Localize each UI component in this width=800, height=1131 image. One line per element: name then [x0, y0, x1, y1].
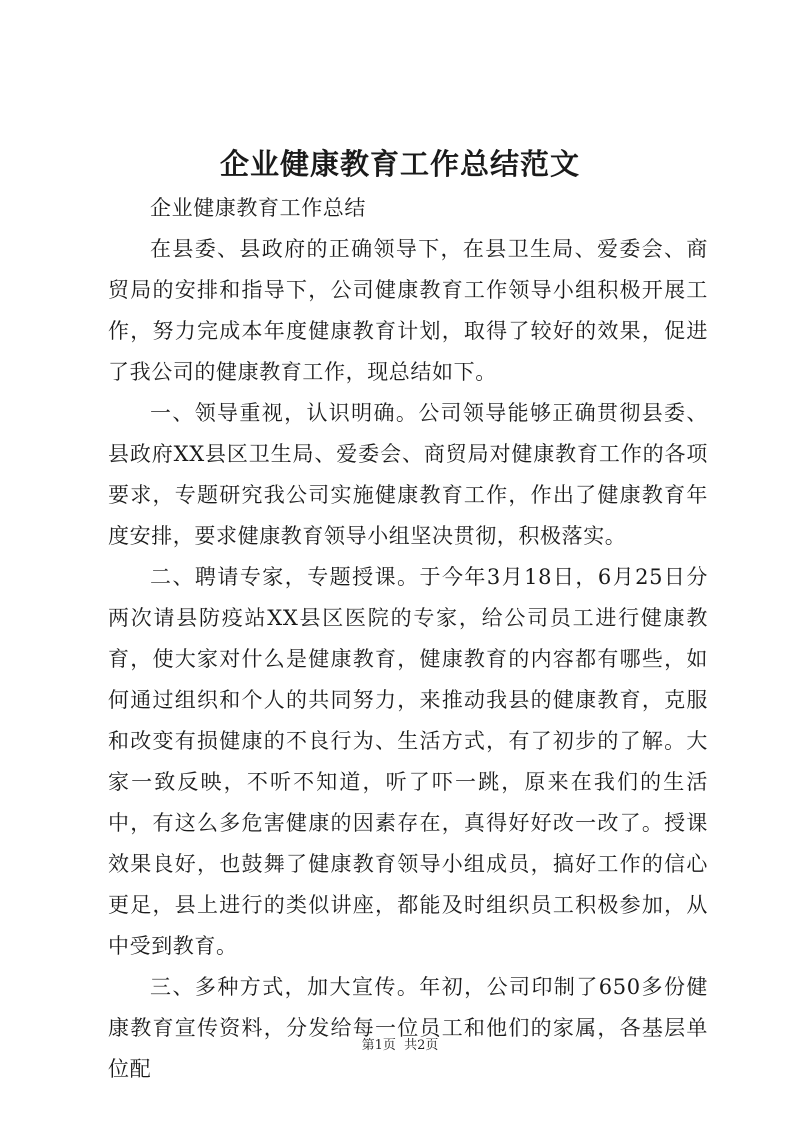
- document-body: [108, 188, 708, 1090]
- subtitle-paragraph: 企业健康教育工作总结: [150, 196, 366, 220]
- section-three-paragraph: 三、多种方式，加大宣传。年初，公司印制了650多份健康教育宣传资料，分发给每一位员工和他们的家属，各基层单位配: [108, 975, 708, 1081]
- intro-paragraph: 在县委、县政府的正确领导下，在县卫生局、爱委会、商贸局的安排和指导下，公司健康教育工作领导小组积极开展工作，努力完成本年度健康教育计划，取得了较好的效果，促进了我公司的健康教育工作，现总结如下。: [108, 237, 708, 384]
- document-title: 企业健康教育工作总结范文: [219, 147, 580, 181]
- page-number: 第1页: [361, 1038, 396, 1053]
- section-two-paragraph: 二、聘请专家，专题授课。于今年3月18日，6月25日分两次请县防疫站XX县区医院的专家，给公司员工进行健康教育，使大家对什么是健康教育，健康教育的内容都有哪些，如何通过组织和个人的共同努力，来推动我县的健康教育，克服和改变有损健康的不良行为、生活方式，有了初步的了解。大家一致反映，不听不知道，听了吓一跳，原来在我们的生活中，有这么多危害健康的因素存在，真得好好改一改了。授课效果良好，也鼓舞了健康教育领导小组成员，搞好工作的信心更足，县上进行的类似讲座，都能及时组织员工积极参加，从中受到教育。: [108, 565, 708, 958]
- page-footer: [0, 1036, 800, 1056]
- page-total: 共2页: [404, 1038, 439, 1053]
- section-one-paragraph: 一、领导重视，认识明确。公司领导能够正确贯彻县委、县政府XX县区卫生局、爱委会、商贸局对健康教育工作的各项要求，专题研究我公司实施健康教育工作，作出了健康教育年度安排，要求健康教育领导小组坚决贯彻，积极落实。: [108, 401, 708, 548]
